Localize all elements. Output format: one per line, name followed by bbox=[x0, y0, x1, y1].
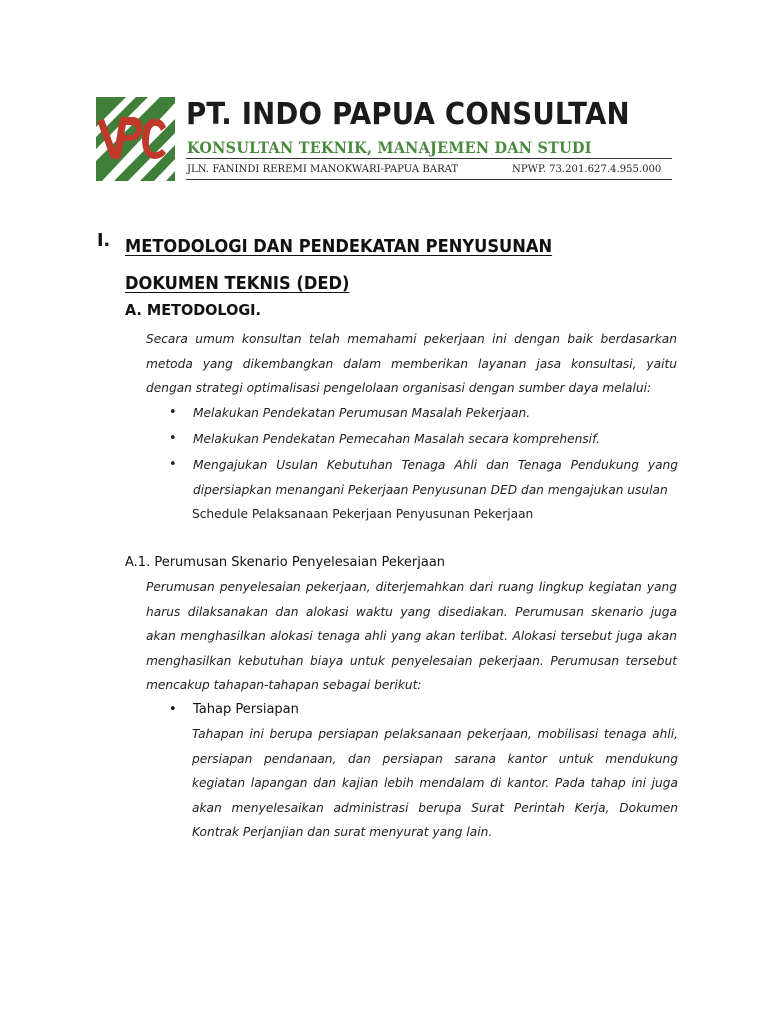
list-item-text: Mengajukan Usulan Kebutuhan Tenaga Ahli dan Tenaga Pendukung yang dipersiapkan menangani Pekerjaan Penyusunan DED dan mengajukan usulan bbox=[193, 458, 678, 497]
stage-title: Tahap Persiapan bbox=[193, 702, 299, 717]
section-number: I. bbox=[97, 231, 111, 251]
letterhead bbox=[96, 97, 672, 183]
bullet-icon: • bbox=[169, 405, 177, 420]
header-divider-bottom bbox=[186, 179, 672, 180]
list-item-text: Melakukan Pendekatan Pemecahan Masalah secara komprehensif. bbox=[193, 432, 601, 447]
list-item bbox=[166, 453, 678, 527]
list-item bbox=[166, 427, 678, 452]
company-address: JLN. FANINDI REREMI MANOKWARI-PAPUA BARAT bbox=[187, 163, 459, 175]
section-title-line-1: METODOLOGI DAN PENDEKATAN PENYUSUNAN bbox=[125, 237, 553, 257]
company-npwp: NPWP. 73.201.627.4.955.000 bbox=[512, 163, 662, 175]
bullet-icon: • bbox=[169, 457, 177, 473]
header-divider bbox=[186, 158, 672, 159]
list-item-text-continuation: Schedule Pelaksanaan Pekerjaan Penyusunan Pekerjaan bbox=[192, 507, 534, 522]
perumusan-paragraph: Perumusan penyelesaian pekerjaan, diterjemahkan dari ruang lingkup kegiatan yang harus dilaksanakan dan alokasi waktu yang disediakan. Perumusan skenario juga akan menghasilkan alokasi tenaga ahli yang akan terlibat. Alokasi tersebut juga akan menghasilkan kebutuhan biaya untuk penyelesaian pekerjaan. Perumusan tersebut mencakup tahapan-tahapan sebagai berikut: bbox=[146, 580, 677, 693]
metodologi-bullet-list bbox=[166, 401, 678, 528]
company-tagline: KONSULTAN TEKNIK, MANAJEMEN DAN STUDI bbox=[187, 138, 592, 157]
subsection-heading-metodologi: A. METODOLOGI. bbox=[125, 301, 262, 319]
bullet-icon: • bbox=[169, 431, 177, 447]
list-item-text: Melakukan Pendekatan Perumusan Masalah Pekerjaan. bbox=[193, 406, 531, 420]
metodologi-intro-paragraph: Secara umum konsultan telah memahami pekerjaan ini dengan baik berdasarkan metoda yang dikembangkan dalam memberikan layanan jasa konsultasi, yaitu dengan strategi optimalisasi pengelolaan organisasi dengan sumber daya melalui: bbox=[146, 332, 677, 396]
bullet-icon: • bbox=[169, 702, 177, 717]
company-logo bbox=[96, 97, 175, 181]
section-title-line-2: DOKUMEN TEKNIS (DED) bbox=[125, 274, 350, 294]
stage-description: Tahapan ini berupa persiapan pelaksanaan pekerjaan, mobilisasi tenaga ahli, persiapan pendanaan, dan persiapan sarana kantor untuk mendukung kegiatan lapangan dan kajian lebih mendalam di kantor. Pada tahap ini juga akan menyelesaikan administrasi berupa Surat Perintah Kerja, Dokumen Kontrak Perjanjian dan surat menyurat yang lain. bbox=[192, 727, 678, 840]
list-item bbox=[166, 401, 678, 426]
subsection-heading-perumusan: A.1. Perumusan Skenario Penyelesaian Pekerjaan bbox=[125, 555, 446, 570]
section-title bbox=[125, 229, 665, 303]
company-name: PT. INDO PAPUA CONSULTAN bbox=[186, 97, 630, 132]
